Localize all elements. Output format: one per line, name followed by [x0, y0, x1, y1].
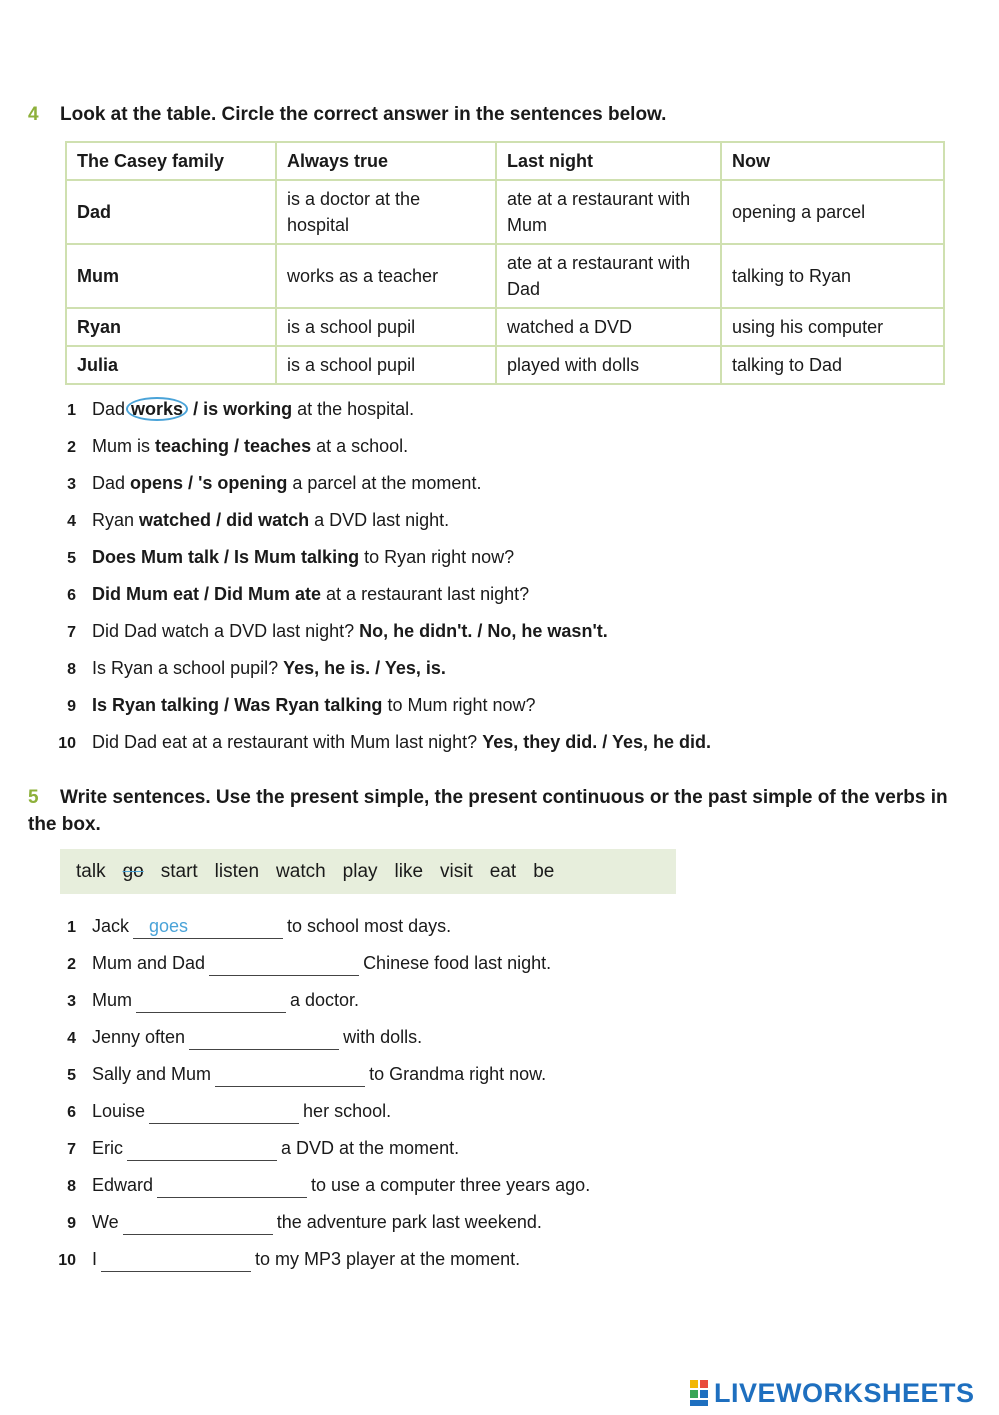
answer-option[interactable]: Yes, they did. — [482, 732, 598, 752]
sentence-text: to use a computer three years ago. — [311, 1175, 591, 1195]
answer-text — [189, 1027, 205, 1047]
answer-text — [123, 1212, 139, 1232]
option-separator: / — [370, 658, 385, 678]
sentence-text: a parcel at the moment. — [287, 473, 482, 493]
answer-option[interactable]: 's opening — [198, 473, 288, 493]
answer-option[interactable]: watched — [139, 510, 212, 530]
table-cell: Julia — [66, 346, 276, 384]
sentence-text: Jenny often — [92, 1027, 186, 1047]
sentence-number: 2 — [67, 956, 76, 973]
answer-option[interactable]: No, he wasn't. — [487, 621, 608, 641]
answer-text — [209, 953, 225, 973]
sentence-item — [50, 618, 608, 646]
sentence-number: 7 — [67, 624, 76, 641]
table-cell: played with dolls — [496, 346, 721, 384]
answer-option[interactable]: Is Mum talking — [234, 547, 360, 567]
sentence-number: 8 — [67, 1178, 76, 1195]
liveworksheets-logo-icon — [690, 1380, 710, 1406]
option-separator: / — [597, 732, 612, 752]
word-chip: listen — [214, 861, 260, 882]
sentence-number: 3 — [67, 993, 76, 1010]
answer-blank[interactable] — [136, 990, 286, 1013]
table-row — [66, 180, 944, 244]
sentence-number: 4 — [67, 513, 76, 530]
option-separator: / — [188, 399, 204, 419]
table-cell: is a school pupil — [276, 308, 496, 346]
sentence-item — [50, 655, 446, 683]
option-separator: / — [219, 695, 235, 715]
answer-option[interactable]: teaches — [244, 436, 312, 456]
answer-option[interactable]: Did Mum ate — [214, 584, 322, 604]
answer-text — [101, 1249, 117, 1269]
table-cell: Dad — [66, 180, 276, 244]
table-header-row — [66, 142, 944, 180]
casey-family-table — [65, 141, 945, 385]
word-chip-used: go — [122, 861, 144, 882]
sentence-text: at the hospital. — [292, 399, 415, 419]
answer-option[interactable]: Yes, he did. — [611, 732, 711, 752]
sentence-text: at a school. — [311, 436, 409, 456]
answer-blank[interactable] — [189, 1027, 339, 1050]
exercise-number: 4 — [28, 104, 39, 125]
sentence-item — [50, 1024, 422, 1052]
sentence-number: 1 — [67, 402, 76, 419]
sentence-text: the adventure park last weekend. — [276, 1212, 542, 1232]
table-cell: is a school pupil — [276, 346, 496, 384]
sentence-number: 6 — [67, 1104, 76, 1121]
answer-option[interactable]: is working — [203, 399, 293, 419]
sentence-text: to Grandma right now. — [369, 1064, 547, 1084]
option-separator: / — [472, 621, 488, 641]
sentence-text: to school most days. — [287, 916, 452, 936]
word-chip: eat — [489, 861, 517, 882]
sentence-text: to Ryan right now? — [359, 547, 515, 567]
sentence-text: to Mum right now? — [382, 695, 536, 715]
sentence-text: Eric — [92, 1138, 123, 1158]
answer-blank[interactable] — [149, 1101, 299, 1124]
word-chip: visit — [440, 861, 473, 882]
answer-option[interactable]: No, he didn't. — [359, 621, 473, 641]
sentence-item — [50, 1172, 590, 1200]
option-separator: / — [219, 547, 235, 567]
sentence-text: Did Dad watch a DVD last night? — [92, 621, 360, 641]
sentence-item — [50, 1061, 546, 1089]
sentence-number: 3 — [67, 476, 76, 493]
sentence-item — [50, 950, 551, 978]
sentence-number: 5 — [67, 1067, 76, 1084]
liveworksheets-logo — [690, 1376, 975, 1410]
sentence-text: Mum and Dad — [92, 953, 206, 973]
word-chip: play — [342, 861, 378, 882]
option-separator: / — [229, 436, 245, 456]
answer-option[interactable]: Does Mum talk — [92, 547, 220, 567]
exercise-4-heading — [28, 101, 968, 128]
sentence-item — [50, 470, 481, 498]
sentence-item — [50, 729, 711, 757]
word-chip: like — [394, 861, 424, 882]
table-cell: ate at a restaurant with Dad — [496, 244, 721, 308]
sentence-text: with dolls. — [343, 1027, 423, 1047]
sentence-text: Mum — [92, 990, 132, 1010]
sentence-item — [50, 433, 408, 461]
table-cell: is a doctor at the hospital — [276, 180, 496, 244]
word-chip: start — [160, 861, 198, 882]
table-cell: using his computer — [721, 308, 944, 346]
answer-option[interactable]: opens — [130, 473, 184, 493]
answer-text — [127, 1138, 143, 1158]
sentence-number: 10 — [58, 735, 76, 752]
answer-text — [149, 1101, 165, 1121]
sentence-text: a DVD last night. — [309, 510, 450, 530]
sentence-text: a doctor. — [290, 990, 360, 1010]
sentence-item — [50, 396, 414, 424]
sentence-number: 5 — [67, 550, 76, 567]
table-cell: talking to Ryan — [721, 244, 944, 308]
sentence-text: Louise — [92, 1101, 146, 1121]
answer-option[interactable]: did watch — [226, 510, 310, 530]
sentence-text: Dad — [92, 399, 131, 419]
verb-word-box — [60, 849, 676, 894]
sentence-number: 2 — [67, 439, 76, 456]
answer-text — [136, 990, 152, 1010]
sentence-text: Mum is — [92, 436, 155, 456]
sentence-item — [50, 692, 536, 720]
table-cell: works as a teacher — [276, 244, 496, 308]
answer-option[interactable]: Is Ryan talking — [92, 695, 220, 715]
table-row — [66, 346, 944, 384]
exercise-instruction: Look at the table. Circle the correct answer in the sentences below. — [60, 104, 667, 125]
answer-text — [157, 1175, 173, 1195]
sentence-item — [50, 581, 529, 609]
sentence-text: at a restaurant last night? — [321, 584, 530, 604]
sentence-item — [50, 987, 359, 1015]
sentence-item — [50, 1209, 542, 1237]
table-header-cell: The Casey family — [66, 142, 276, 180]
answer-blank[interactable] — [215, 1064, 365, 1087]
exercise-5-heading — [28, 784, 968, 838]
sentence-item — [50, 507, 449, 535]
option-separator: / — [211, 510, 227, 530]
sentence-text: Chinese food last night. — [363, 953, 552, 973]
answer-option[interactable]: Was Ryan talking — [234, 695, 383, 715]
table-header-cell: Now — [721, 142, 944, 180]
option-separator: / — [199, 584, 215, 604]
sentence-text: We — [92, 1212, 119, 1232]
sentence-text: a DVD at the moment. — [281, 1138, 460, 1158]
answer-option[interactable]: Did Mum eat — [92, 584, 200, 604]
table-cell: ate at a restaurant with Mum — [496, 180, 721, 244]
table-cell: Mum — [66, 244, 276, 308]
sentence-item — [50, 1246, 520, 1274]
sentence-item — [50, 1135, 459, 1163]
sentence-text: her school. — [303, 1101, 392, 1121]
answer-blank[interactable] — [101, 1249, 251, 1272]
answer-option[interactable]: teaching — [155, 436, 230, 456]
word-chip: watch — [276, 861, 326, 882]
answer-option[interactable]: Yes, is. — [384, 658, 446, 678]
word-chip: talk — [76, 861, 106, 882]
answer-option[interactable]: Yes, he is. — [283, 658, 371, 678]
sentence-text: to my MP3 player at the moment. — [255, 1249, 521, 1269]
answer-blank[interactable] — [133, 916, 283, 939]
table-cell: talking to Dad — [721, 346, 944, 384]
sentence-text: I — [92, 1249, 98, 1269]
exercise-instruction: Write sentences. Use the present simple, the present continuous or the past simple of the verbs in the box. — [28, 787, 948, 835]
sentence-number: 1 — [67, 919, 76, 936]
exercise-number: 5 — [28, 787, 39, 808]
table-cell: watched a DVD — [496, 308, 721, 346]
sentence-number: 9 — [67, 1215, 76, 1232]
sentence-number: 8 — [67, 661, 76, 678]
sentence-item — [50, 1098, 391, 1126]
answer-text — [215, 1064, 231, 1084]
sentence-number: 9 — [67, 698, 76, 715]
sentence-number: 6 — [67, 587, 76, 604]
answer-blank[interactable] — [123, 1212, 273, 1235]
sentence-number: 10 — [58, 1252, 76, 1269]
sentence-text: Jack — [92, 916, 130, 936]
table-header-cell: Always true — [276, 142, 496, 180]
answer-option[interactable]: works — [126, 397, 188, 421]
answer-blank[interactable] — [209, 953, 359, 976]
table-cell: opening a parcel — [721, 180, 944, 244]
sentence-text: Edward — [92, 1175, 154, 1195]
sentence-number: 7 — [67, 1141, 76, 1158]
sentence-number: 4 — [67, 1030, 76, 1047]
sentence-text: Is Ryan a school pupil? — [92, 658, 284, 678]
word-chip: be — [533, 861, 555, 882]
sentence-item — [50, 913, 451, 941]
table-row — [66, 308, 944, 346]
table-cell: Ryan — [66, 308, 276, 346]
answer-blank[interactable] — [127, 1138, 277, 1161]
logo-text: LIVEWORKSHEETS — [714, 1377, 975, 1408]
sentence-text: Ryan — [92, 510, 140, 530]
answer-text: goes — [149, 916, 189, 936]
table-header-cell: Last night — [496, 142, 721, 180]
sentence-text: Sally and Mum — [92, 1064, 212, 1084]
sentence-text: Dad — [92, 473, 131, 493]
sentence-text: Did Dad eat at a restaurant with Mum last night? — [92, 732, 483, 752]
sentence-item — [50, 544, 514, 572]
option-separator: / — [183, 473, 199, 493]
answer-blank[interactable] — [157, 1175, 307, 1198]
table-row — [66, 244, 944, 308]
